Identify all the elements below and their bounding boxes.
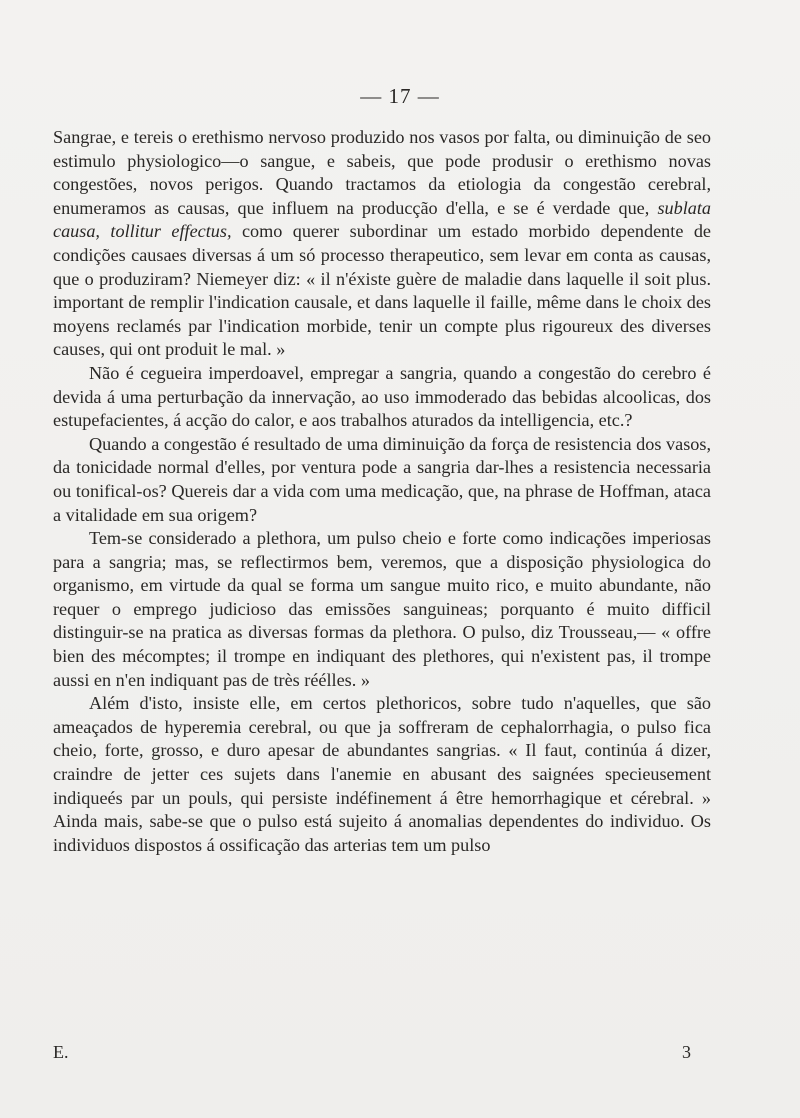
page-number: — 17 — bbox=[360, 84, 440, 108]
text-run: como querer subordinar um estado morbido dependente de condições causaes diversas á um só processo therapeutico, sem levar em conta as causas, que o produziram? Niemeyer diz: « il n'éxiste guère de maladie dans laquelle il soit plus. important de remplir l'indication causale, et dans laquelle il faille, même dans le choix des moyens reclamés par l'indication morbide, tenir un compte plus rigoureux des diverses causes, qui ont produit le mal. » bbox=[53, 221, 712, 360]
text-run: Tem-se considerado a plethora, um pulso cheio e forte como indicações imperiosas para a sangria; mas, se reflectirmos bem, veremos, que a disposição physiologica do organismo, em virtude da qual se forma um sangue muito rico, e muito abundante, não requer o emprego judicioso das emissões sanguineas; porquanto é muito difficil distinguir-se na pratica as diversas formas da plethora. O pulso, diz Trousseau,— « offre bien des mécomptes; il trompe en indiquant des plethores, qui n'existent pas, il trompe aussi en n'en indiquant pas de très réélles. » bbox=[53, 528, 711, 690]
paragraph bbox=[53, 527, 711, 692]
text-run: Não é cegueira imperdoavel, empregar a sangria, quando a congestão do cerebro é devida á uma perturbação da innervação, ao uso immoderado das bebidas alcoolicas, dos estupefacientes, á acção do calor, e aos trabalhos aturados da intelligencia, etc.? bbox=[53, 362, 711, 431]
signature-number: 3 bbox=[682, 1042, 691, 1062]
body-text bbox=[53, 126, 711, 857]
paragraph bbox=[53, 692, 711, 857]
text-run: Sangrae, e tereis o erethismo nervoso produzido nos vasos por falta, ou diminuição de seo estimulo physiologico—o sangue, e sabeis, que pode produsir o erethismo novas congestões, novos perigos. Quando tractamos da etiologia da congestão cerebral, enumeramos as causas, que influem na producção d'ella, e se é verdade que, bbox=[53, 127, 711, 218]
paragraph bbox=[53, 433, 711, 527]
latin-phrase: sublata causa, tollitur effectus, bbox=[53, 197, 711, 242]
signature-letter: E. bbox=[53, 1042, 69, 1062]
paragraph bbox=[53, 362, 711, 433]
text-run: Quando a congestão é resultado de uma diminuição da força de resistencia dos vasos, da tonicidade normal d'elles, por ventura pode a sangria dar-lhes a resistencia necessaria ou tonifical-os? Quereis dar a vida com uma medicação, que, na phrase de Hoffman, ataca a vitalidade em sua origem? bbox=[53, 433, 711, 525]
text-run: Além d'isto, insiste elle, em certos plethoricos, sobre tudo n'aquelles, que são ameaçados de hyperemia cerebral, ou que ja soffreram de cephalorrhagia, o pulso fica cheio, forte, grosso, e duro apesar de abundantes sangrias. « Il faut, continúa á dizer, craindre de jetter ces sujets dans l'anemie en abusant des saignées specieusement indiqueés par un pouls, qui persiste indéfinement á être hemorrhagique et cérebral. » Ainda mais, sabe-se que o pulso está sujeito á anomalias dependentes do individuo. Os individuos dispostos á ossificação das arterias tem um pulso bbox=[53, 693, 711, 855]
paragraph bbox=[53, 126, 711, 362]
